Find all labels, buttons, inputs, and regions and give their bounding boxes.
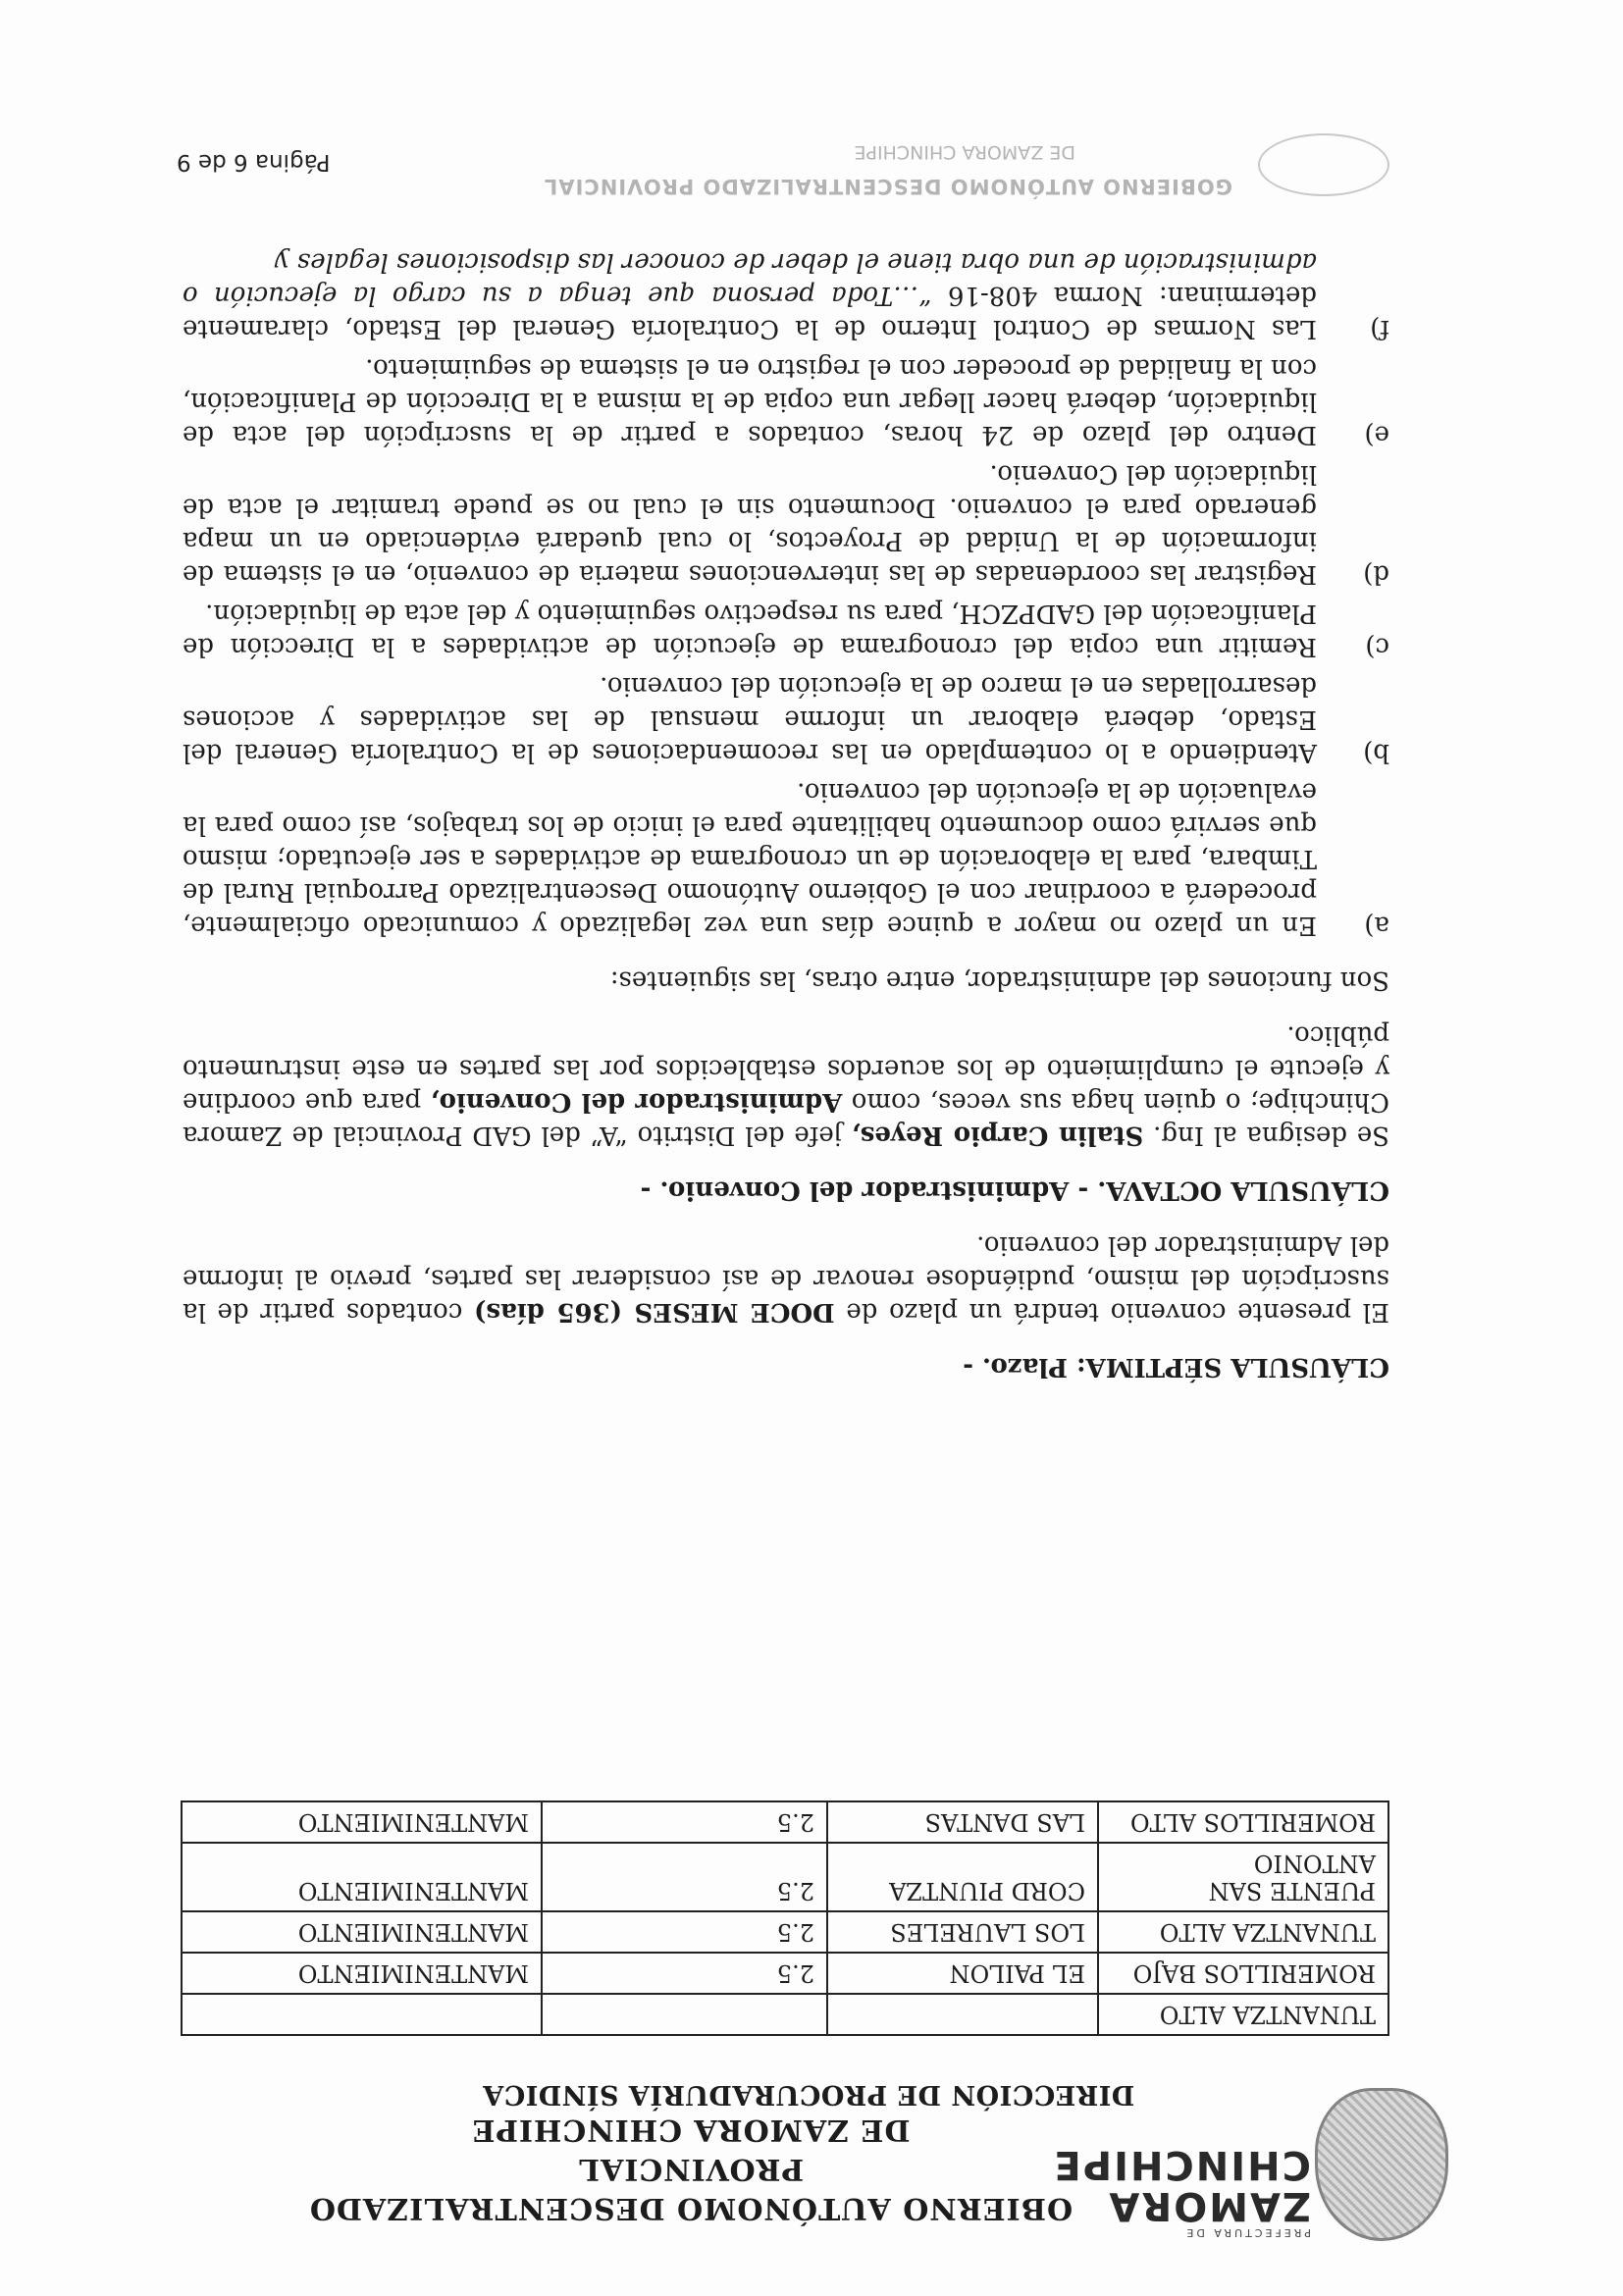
list-text: Registrar las coordenadas de las intervenciones materia de convenio, en el sistema de información de la Unidad de Proyectos, lo cual quedará evidenciado en un mapa generado para el convenio. Documento sin el cual no se puede tramitar el acta de liquidación del Convenio. [183, 459, 1317, 589]
brand-line-1: ZAMORA [1107, 2183, 1311, 2228]
page-footer [177, 118, 1389, 206]
table-row [182, 1911, 1388, 1953]
header-title-line-2: DE ZAMORA CHINCHIPE [471, 2113, 911, 2147]
brand-small-text: PREFECTURA DE [1183, 2226, 1311, 2239]
footer-org-line-2: DE ZAMORA CHINCHIPE [854, 141, 1075, 163]
plazo-duration: DOCE MESES (365 días) [474, 1297, 835, 1327]
clause-eighth-title: CLÁUSULA OCTAVA. - Administrador del Convenio. - [640, 1175, 1389, 1205]
plazo-text-2: contados partir de la suscripción del mismo, pudiéndose renovar de así considerar las partes, previo al informe del Administrador del convenio. [183, 1230, 1389, 1327]
header-subtitle: DIRECCIÓN DE PROCURADURÍA SÍNDICA [482, 2079, 1135, 2110]
functions-intro: Son funciones del administrador, entre otras, las siguientes: [609, 965, 1389, 995]
list-marker: b) [1363, 738, 1389, 767]
list-text-italic: “…Toda persona que tenga a su cargo la ejecución o administración de una obra tiene el deber de conocer las disposiciones legales y [183, 247, 1317, 310]
list-text: Dentro del plazo de 24 horas, contados a partir de la suscripción del acta de liquidación, deberá hacer llegar una copia de la misma a la Dirección de Planificación, con la finalidad de proceder con el registro en el sistema de seguimiento. [183, 353, 1317, 449]
admin-role: Administrador del Convenio, [430, 1087, 843, 1117]
list-item [183, 775, 1389, 942]
table-cell: 2.5 [542, 1953, 827, 1994]
table-row [182, 1801, 1388, 1843]
table-cell: 2.5 [542, 1801, 827, 1843]
list-item [183, 669, 1389, 769]
admin-name: Stalin Carpio Reyes, [851, 1121, 1144, 1150]
clause-eighth-text [183, 1018, 1389, 1152]
list-item [183, 351, 1389, 451]
table-row [182, 1953, 1388, 1994]
table-cell: 2.5 [542, 1843, 827, 1911]
admin-text-a: Se designa al Ing. [1143, 1121, 1389, 1150]
table-cell: TUNANTZA ALTO [1098, 1911, 1388, 1953]
table-cell [827, 1994, 1098, 2035]
list-marker: e) [1364, 420, 1389, 449]
list-item [183, 457, 1389, 591]
table-row [182, 1843, 1388, 1911]
table-cell: LAS DANTAS [827, 1801, 1098, 1843]
prefecture-seal-logo [1315, 2088, 1448, 2241]
admin-text-b: jefe del Distrito “A” del GAD Provincial de Zamora Chinchipe; o quien haga sus veces, como [183, 1087, 1389, 1150]
table-cell: PUENTE SAN ANTONIO [1098, 1843, 1388, 1911]
table-cell: MANTENIMIENTO [182, 1801, 542, 1843]
list-marker: a) [1364, 911, 1389, 940]
list-text: En un plazo no mayor a quince días una vez legalizado y comunicado oficialmente, procederá a coordinar con el Gobierno Autónomo Descentralizado Parroquial Rural de Timbara, para la elaboración de un cronograma de actividades a ser ejecutado; mismo que servirá como documento habilitante para el inicio de los trabajos, así como para la evaluación de la ejecución del convenio. [183, 777, 1317, 940]
table-cell: 2.5 [542, 1911, 827, 1953]
table-cell: MANTENIMIENTO [182, 1843, 542, 1911]
list-marker: d) [1363, 559, 1389, 589]
list-text-a: Las Normas de Control Interno de la Contraloría General del Estado, claramente determinan: Norma 408-16 [183, 281, 1317, 343]
admin-text-c: para que coordine y ejecute el cumplimiento de los acuerdos establecidos por las partes en este instrumento público. [182, 1020, 1389, 1117]
clause-seventh-title: CLÁUSULA SÉPTIMA: Plazo. - [963, 1352, 1389, 1382]
list-marker: c) [1365, 632, 1389, 661]
header-title-line-1: OBIERNO AUTÓNOMO DESCENTRALIZADO PROVINCIAL [308, 2152, 1073, 2225]
table-cell [542, 1994, 827, 2035]
list-marker: f) [1370, 314, 1389, 343]
header-title [308, 2110, 1073, 2227]
list-item [183, 597, 1389, 663]
table-cell: MANTENIMIENTO [182, 1953, 542, 1994]
list-text: Remitir una copia del cronograma de ejecución de actividades a la Dirección de Planificación del GADPZCH, para su respectivo seguimiento y del acta de liquidación. [183, 599, 1317, 661]
table-cell: EL PAILON [827, 1953, 1098, 1994]
roads-table [181, 1800, 1389, 2036]
footer-org-line-1: GOBIERNO AUTÓNOMO DESCENTRALIZADO PROVINCIAL [543, 175, 1232, 198]
table-cell: LOS LAURELES [827, 1911, 1098, 1953]
plazo-text-1: El presente convenio tendrá un plazo de [834, 1297, 1389, 1327]
list-item [183, 245, 1389, 345]
table-cell: ROMERILLOS BAJO [1098, 1953, 1388, 1994]
document-body [183, 239, 1389, 1383]
footer-logo [1258, 133, 1389, 196]
table-cell: ROMERILLOS ALTO [1098, 1801, 1388, 1843]
functions-list [183, 245, 1389, 942]
clause-seventh-text [183, 1228, 1389, 1329]
table-row [182, 1994, 1388, 2035]
page-number: Página 6 de 9 [177, 149, 331, 175]
brand-line-2: CHINCHIPE [1052, 2142, 1311, 2187]
table-cell: CORD PIUNTZA [827, 1843, 1098, 1911]
table-cell: TUNANTZA ALTO [1098, 1994, 1388, 2035]
brand-logo [1052, 2142, 1311, 2239]
table-cell [182, 1994, 542, 2035]
list-text: Atendiendo a lo contemplado en las recomendaciones de la Contraloría General del Estado, deberá elaborar un informe mensual de las actividades y acciones desarrolladas en el marco de la ejecución del convenio. [183, 671, 1317, 767]
table-cell: MANTENIMIENTO [182, 1911, 542, 1953]
